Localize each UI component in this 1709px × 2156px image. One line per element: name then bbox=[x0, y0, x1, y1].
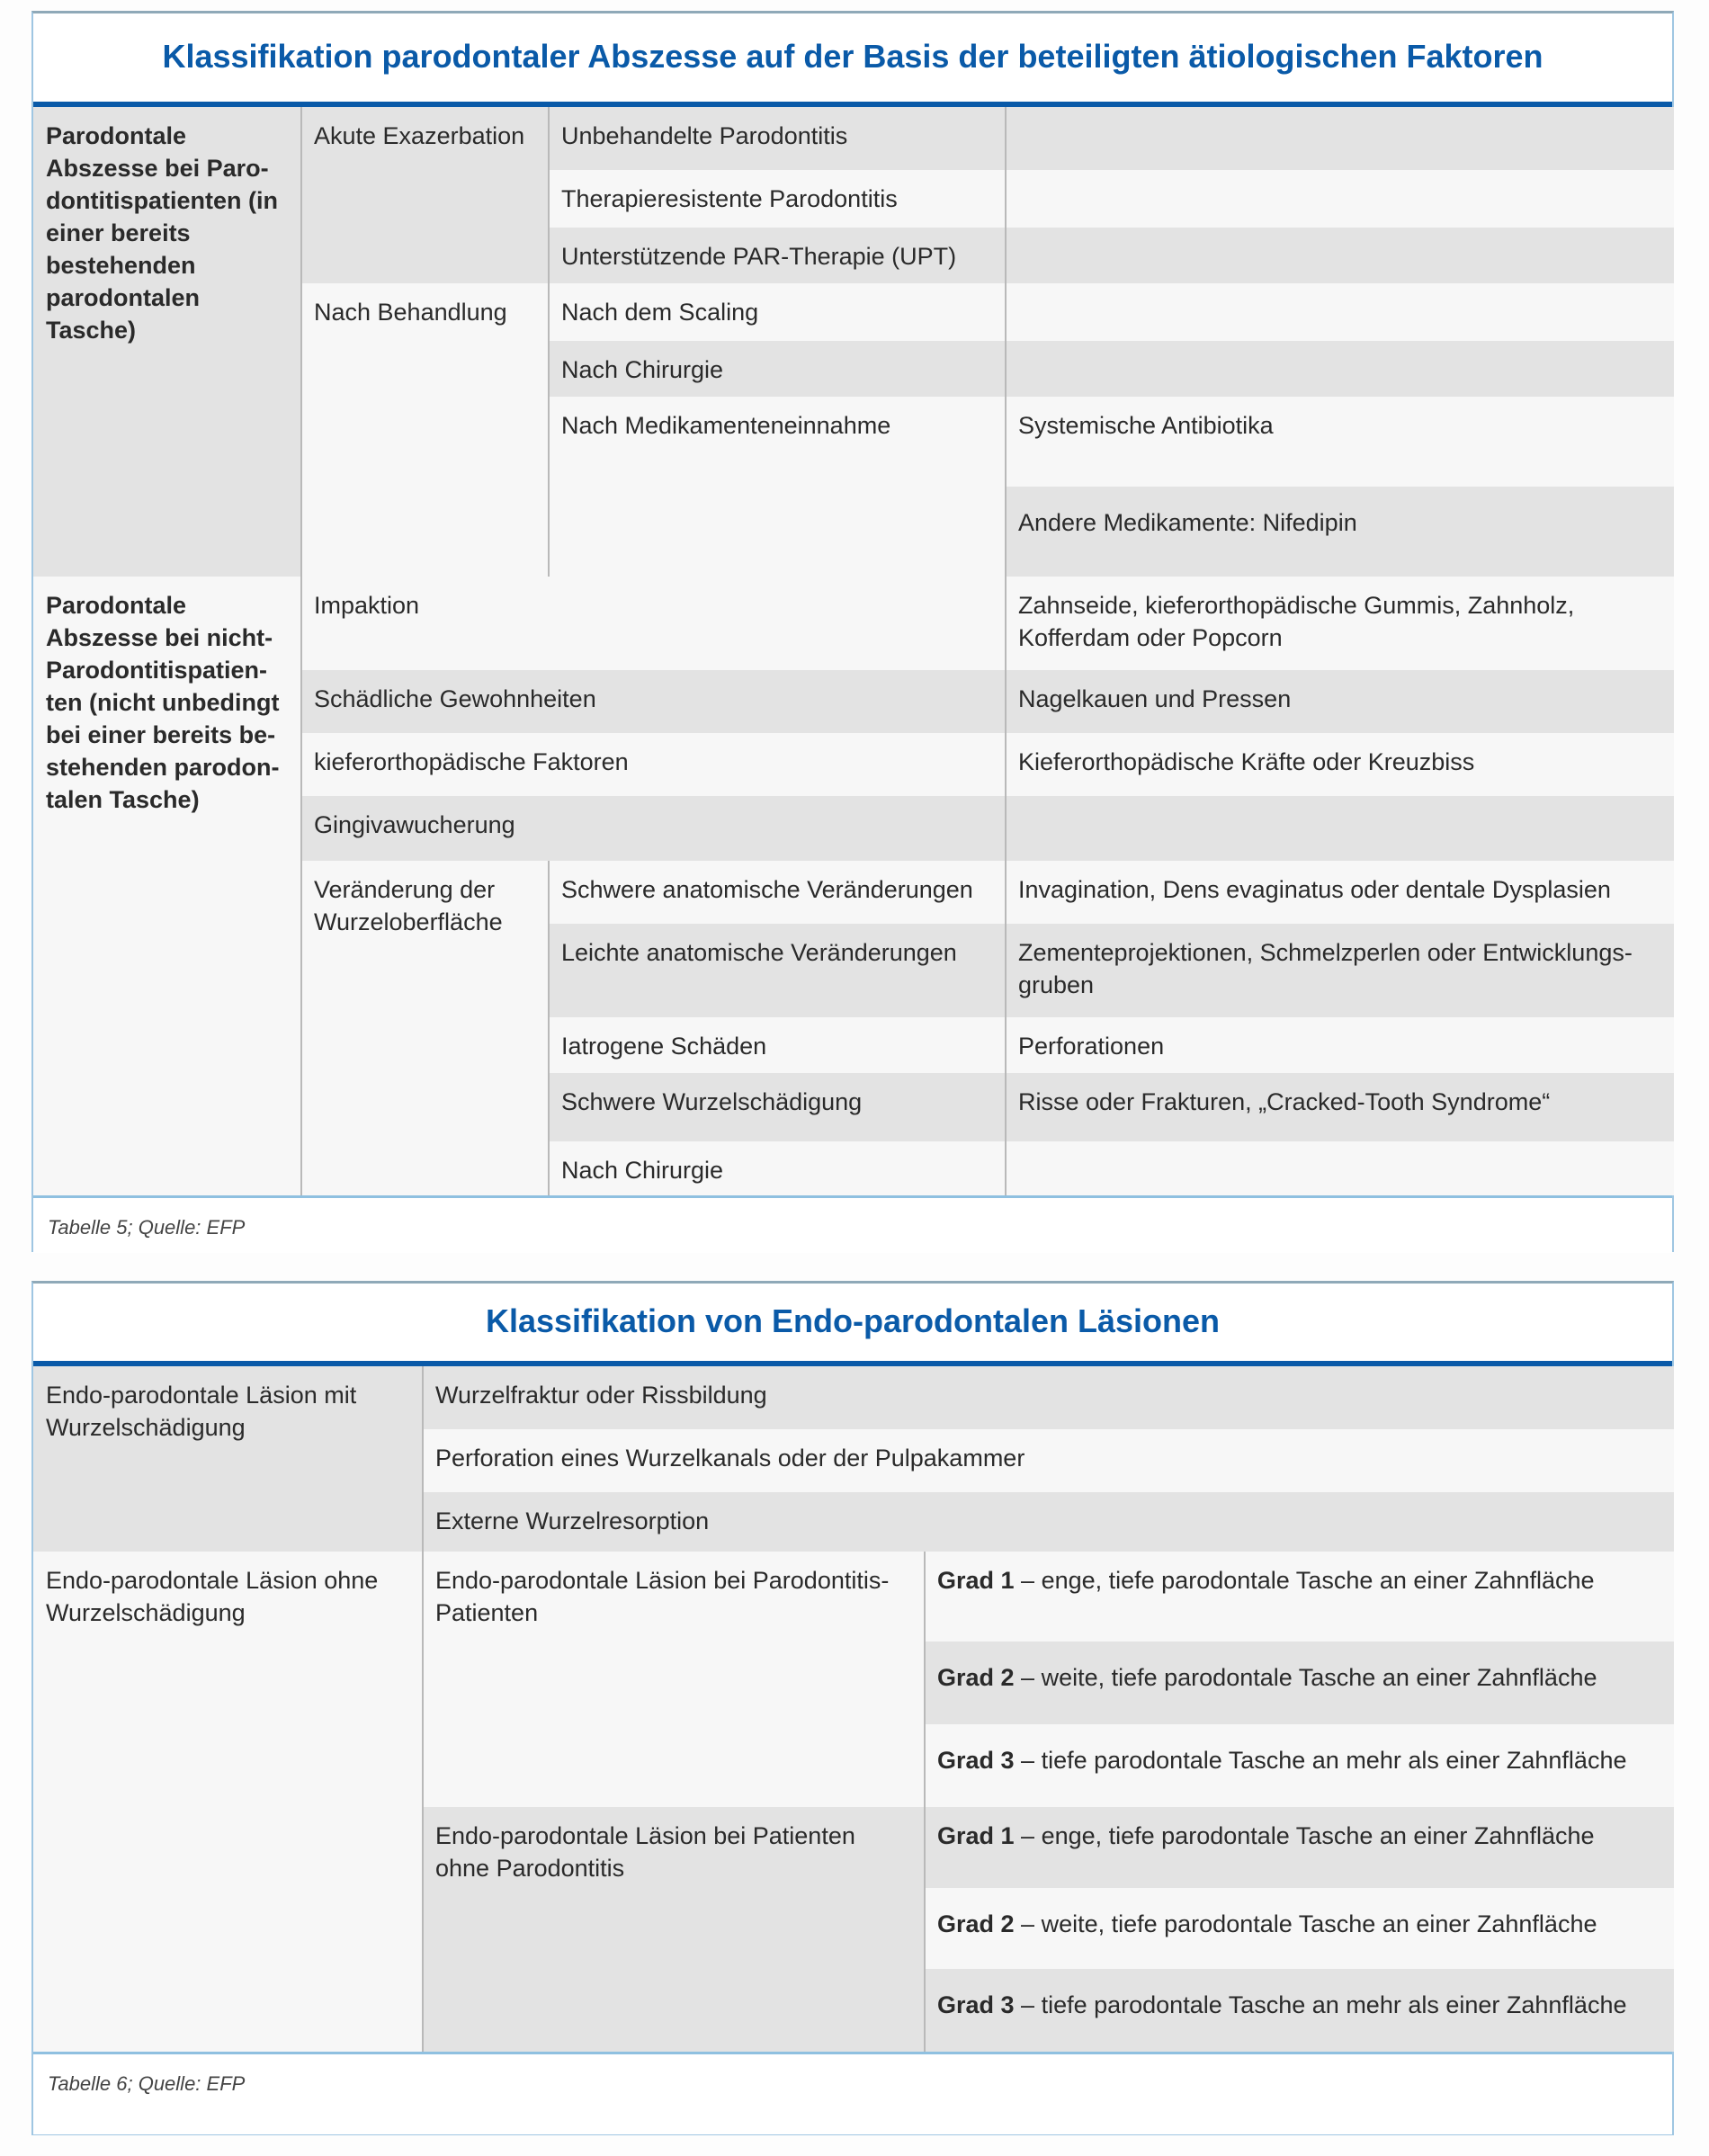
grade-label: Grad 3 bbox=[937, 1747, 1015, 1774]
divider bbox=[1005, 107, 1007, 1195]
grade-text: – weite, tiefe parodontale Tasche an einer Zahnfläche bbox=[1014, 1910, 1597, 1937]
group-parodontitis: Parodontale Abszesse bei Paro-dontitispatienten (in einer bereits bestehenden parodontalen Tasche) bbox=[33, 107, 301, 577]
label: Unterstützende PAR-Therapie (UPT) bbox=[561, 243, 957, 270]
detail-wurzelschaed: Risse oder Frakturen, „Cracked-Tooth Syndrome“ bbox=[1006, 1073, 1674, 1141]
detail-leicht-anat: Zementeprojektionen, Schmelzperlen oder Entwicklungs-gruben bbox=[1006, 924, 1674, 1017]
grade-row bbox=[925, 1969, 1674, 2052]
row-unbehandelt bbox=[549, 107, 1674, 170]
grade-row bbox=[925, 1724, 1674, 1807]
detail-schwer-anat: Invagination, Dens evaginatus oder dentale Dysplasien bbox=[1006, 861, 1674, 924]
detail-kfo: Kieferorthopädische Kräfte oder Kreuzbiss bbox=[1006, 733, 1674, 796]
grade-row bbox=[925, 1807, 1674, 1888]
grade-row bbox=[925, 1642, 1674, 1724]
grade-text: – enge, tiefe parodontale Tasche an einer Zahnfläche bbox=[1014, 1822, 1595, 1849]
row-perforation: Perforation eines Wurzelkanals oder der Pulpakammer bbox=[423, 1429, 1674, 1492]
ohne-wurzelschaedigung: Endo-parodontale Läsion ohne Wurzelschädigung bbox=[33, 1552, 423, 2052]
divider bbox=[548, 107, 550, 577]
nach-behandlung: Nach Behandlung bbox=[301, 283, 549, 577]
row-gingiva: Gingivawucherung bbox=[301, 796, 1674, 861]
label: Nach dem Scaling bbox=[561, 299, 759, 326]
row-scaling bbox=[549, 283, 1674, 341]
row-schwer-anat: Schwere anatomische Veränderungen bbox=[549, 861, 1006, 924]
detail-nifedipin: Andere Medikamente: Nifedipin bbox=[1006, 487, 1674, 577]
row-upt bbox=[549, 228, 1674, 283]
grade-label: Grad 1 bbox=[937, 1567, 1015, 1594]
akute-exazerbation: Akute Exazerbation bbox=[301, 107, 549, 283]
table-6-title: Klassifikation von Endo-parodontalen Läsionen bbox=[33, 1284, 1672, 1366]
divider bbox=[300, 107, 302, 1195]
grade-label: Grad 2 bbox=[937, 1910, 1015, 1937]
row-resorption: Externe Wurzelresorption bbox=[423, 1492, 1674, 1552]
mit-wurzelschaedigung: Endo-parodontale Läsion mit Wurzelschädigung bbox=[33, 1366, 423, 1552]
row-gewohnheiten: Schädliche Gewohnheiten bbox=[301, 670, 1006, 733]
divider bbox=[422, 1366, 424, 2052]
table-5 bbox=[31, 11, 1674, 1252]
divider bbox=[924, 1552, 926, 2052]
row-impaktion: Impaktion bbox=[301, 577, 1006, 670]
row-wurzelschaed: Schwere Wurzelschädigung bbox=[549, 1073, 1006, 1141]
detail-gewohnheiten: Nagelkauen und Pressen bbox=[1006, 670, 1674, 733]
row-fraktur: Wurzelfraktur oder Rissbildung bbox=[423, 1366, 1674, 1429]
table-5-title: Klassifikation parodontaler Abszesse auf der Basis der beteiligten ätiologischen Faktoren bbox=[33, 13, 1672, 107]
detail-impaktion: Zahnseide, kieferorthopädische Gummis, Zahnholz, Kofferdam oder Popcorn bbox=[1006, 577, 1674, 670]
table-5-footer bbox=[33, 1195, 1672, 1253]
source-note: Tabelle 5; Quelle: EFP bbox=[48, 1216, 246, 1239]
grade-text: – tiefe parodontale Tasche an mehr als einer Zahnfläche bbox=[1014, 1747, 1627, 1774]
label: Unbehandelte Parodontitis bbox=[561, 122, 848, 149]
divider bbox=[548, 861, 550, 1195]
grade-text: – tiefe parodontale Tasche an mehr als einer Zahnfläche bbox=[1014, 1991, 1627, 2018]
source-note: Tabelle 6; Quelle: EFP bbox=[48, 2072, 246, 2095]
label: Nach Chirurgie bbox=[561, 356, 724, 383]
grade-row bbox=[925, 1888, 1674, 1969]
row-kfo: kieferorthopädische Faktoren bbox=[301, 733, 1006, 796]
row-therapieresistent bbox=[549, 170, 1674, 228]
grade-row bbox=[925, 1552, 1674, 1642]
detail-antibiotika: Systemische Antibiotika bbox=[1006, 397, 1674, 487]
row-chirurgie bbox=[549, 341, 1674, 397]
grade-label: Grad 1 bbox=[937, 1822, 1015, 1849]
grade-label: Grad 3 bbox=[937, 1991, 1015, 2018]
grade-text: – weite, tiefe parodontale Tasche an einer Zahnfläche bbox=[1014, 1664, 1597, 1691]
table-6 bbox=[31, 1281, 1674, 2135]
row-chirurgie-2: Nach Chirurgie bbox=[549, 1141, 1674, 1195]
ohne-parodontitis: Endo-parodontale Läsion bei Patienten ohne Parodontitis bbox=[423, 1807, 925, 2052]
detail-iatrogen: Perforationen bbox=[1006, 1017, 1674, 1073]
row-medikamente: Nach Medikamenteneinnahme bbox=[549, 397, 1006, 577]
wurzeloberflaeche: Veränderung der Wurzeloberfläche bbox=[301, 861, 549, 1195]
row-iatrogen: Iatrogene Schäden bbox=[549, 1017, 1006, 1073]
group-non-parodontitis: Parodontale Abszesse bei nicht-Parodontitispatien-ten (nicht unbedingt bei einer bereits be-stehenden parodon-talen Tasche) bbox=[33, 577, 301, 1195]
label: Therapieresistente Parodontitis bbox=[561, 185, 898, 212]
row-leicht-anat: Leichte anatomische Veränderungen bbox=[549, 924, 1006, 1017]
table-6-footer bbox=[33, 2052, 1672, 2134]
grade-label: Grad 2 bbox=[937, 1664, 1015, 1691]
grade-text: – enge, tiefe parodontale Tasche an einer Zahnfläche bbox=[1014, 1567, 1595, 1594]
bei-parodontitis: Endo-parodontale Läsion bei Parodontitis-Patienten bbox=[423, 1552, 925, 1807]
